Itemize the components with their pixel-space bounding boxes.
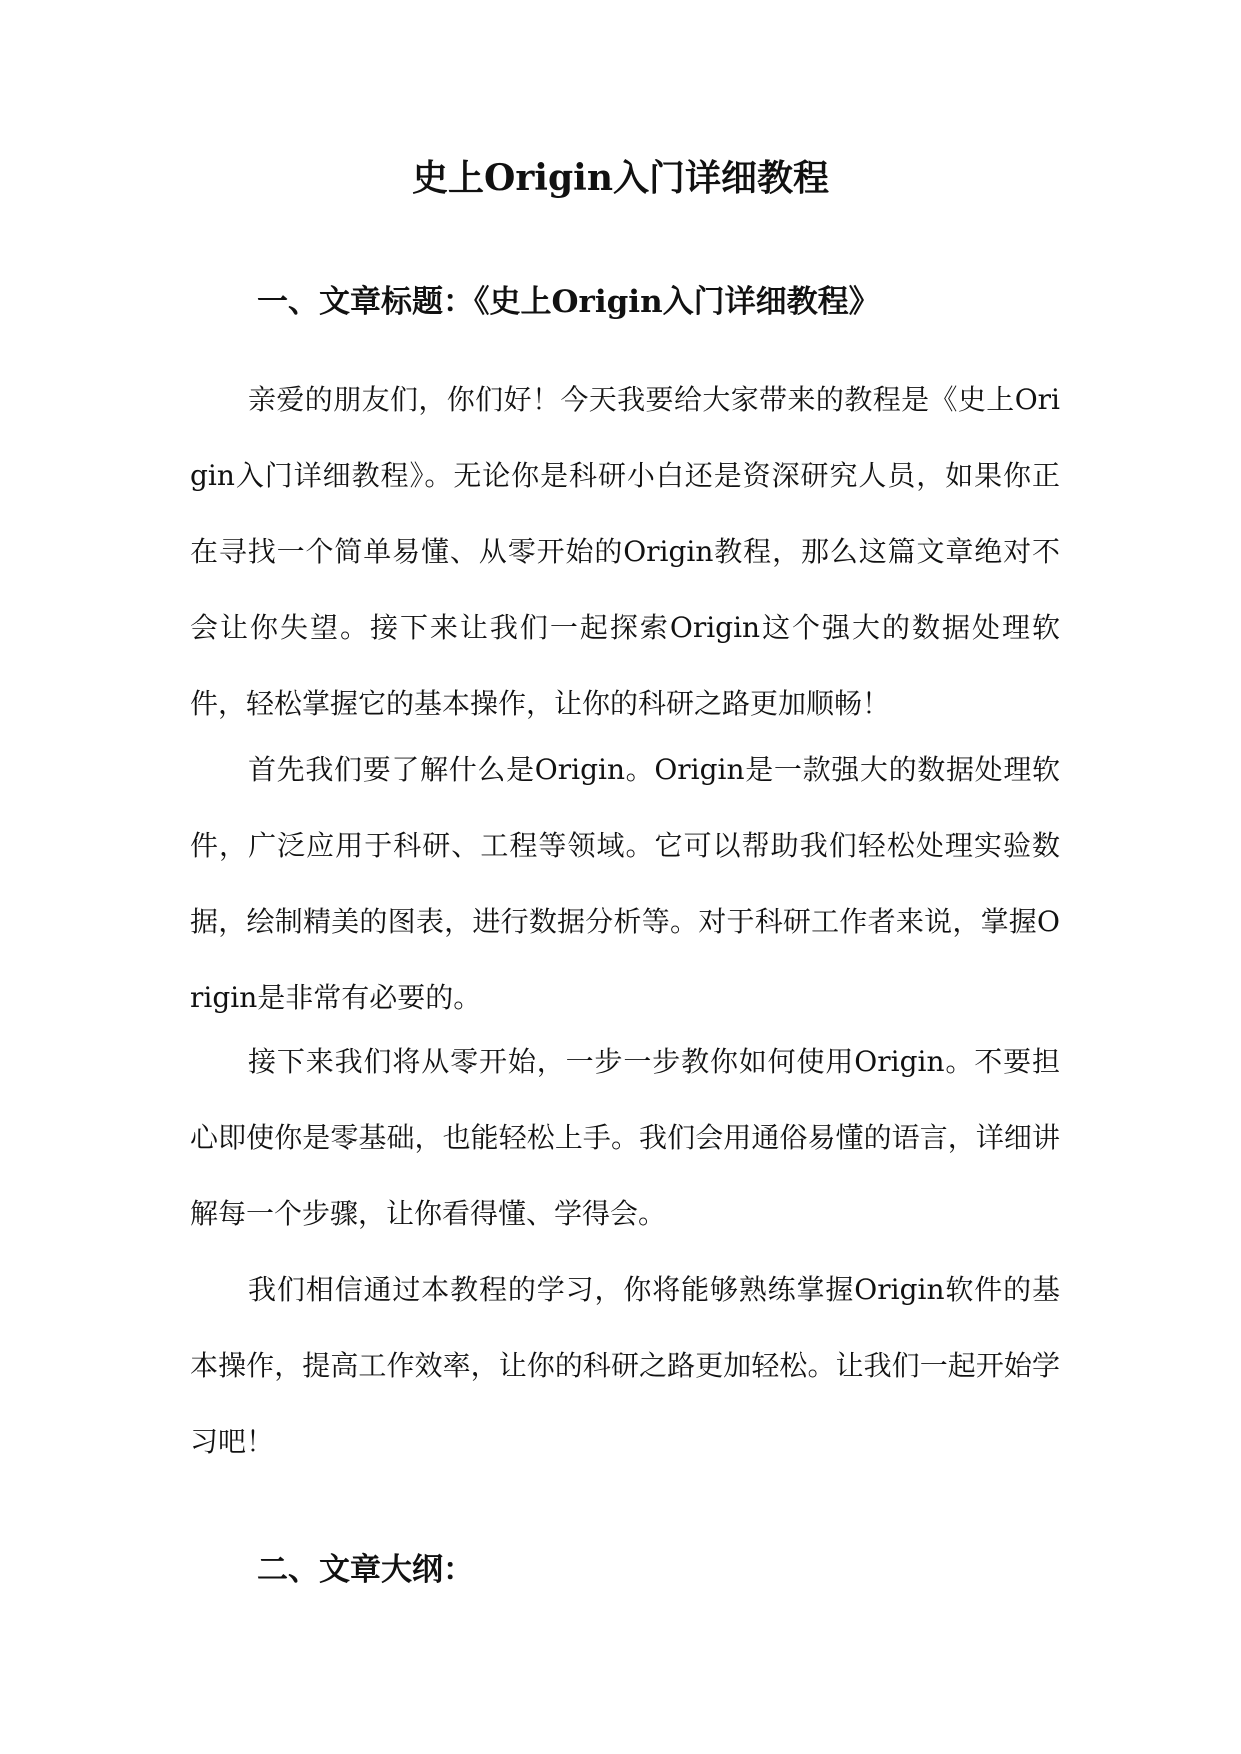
paragraph-conclusion: [190, 1252, 1060, 1480]
paragraph-text: 接下来我们将从零开始，一步一步教你如何使用Origin。不要担心即使你是零基础，也能轻松上手。我们会用通俗易懂的语言，详细讲解每一个步骤，让你看得懂、学得会。: [190, 1045, 1060, 1230]
document-title: 史上Origin入门详细教程: [411, 157, 830, 199]
section-heading-article-title: 一、文章标题：《史上Origin入门详细教程》: [257, 284, 880, 320]
section-heading-outline: 二、文章大纲：: [257, 1552, 474, 1588]
paragraph-step-by-step: [190, 1024, 1060, 1252]
paragraph-text: 我们相信通过本教程的学习，你将能够熟练掌握Origin软件的基本操作，提高工作效率，让你的科研之路更加轻松。让我们一起开始学习吧！: [190, 1273, 1060, 1458]
paragraph-intro: [190, 362, 1060, 742]
paragraph-text: 首先我们要了解什么是Origin。Origin是一款强大的数据处理软件，广泛应用于科研、工程等领域。它可以帮助我们轻松处理实验数据，绘制精美的图表，进行数据分析等。对于科研工作者来说，掌握Origin是非常有必要的。: [190, 753, 1060, 1014]
paragraph-text: 亲爱的朋友们，你们好！今天我要给大家带来的教程是《史上Origin入门详细教程》。无论你是科研小白还是资深研究人员，如果你正在寻找一个简单易懂、从零开始的Origin教程，那么这篇文章绝对不会让你失望。接下来让我们一起探索Origin这个强大的数据处理软件，轻松掌握它的基本操作，让你的科研之路更加顺畅！: [190, 383, 1060, 720]
paragraph-what-is-origin: [190, 732, 1060, 1036]
